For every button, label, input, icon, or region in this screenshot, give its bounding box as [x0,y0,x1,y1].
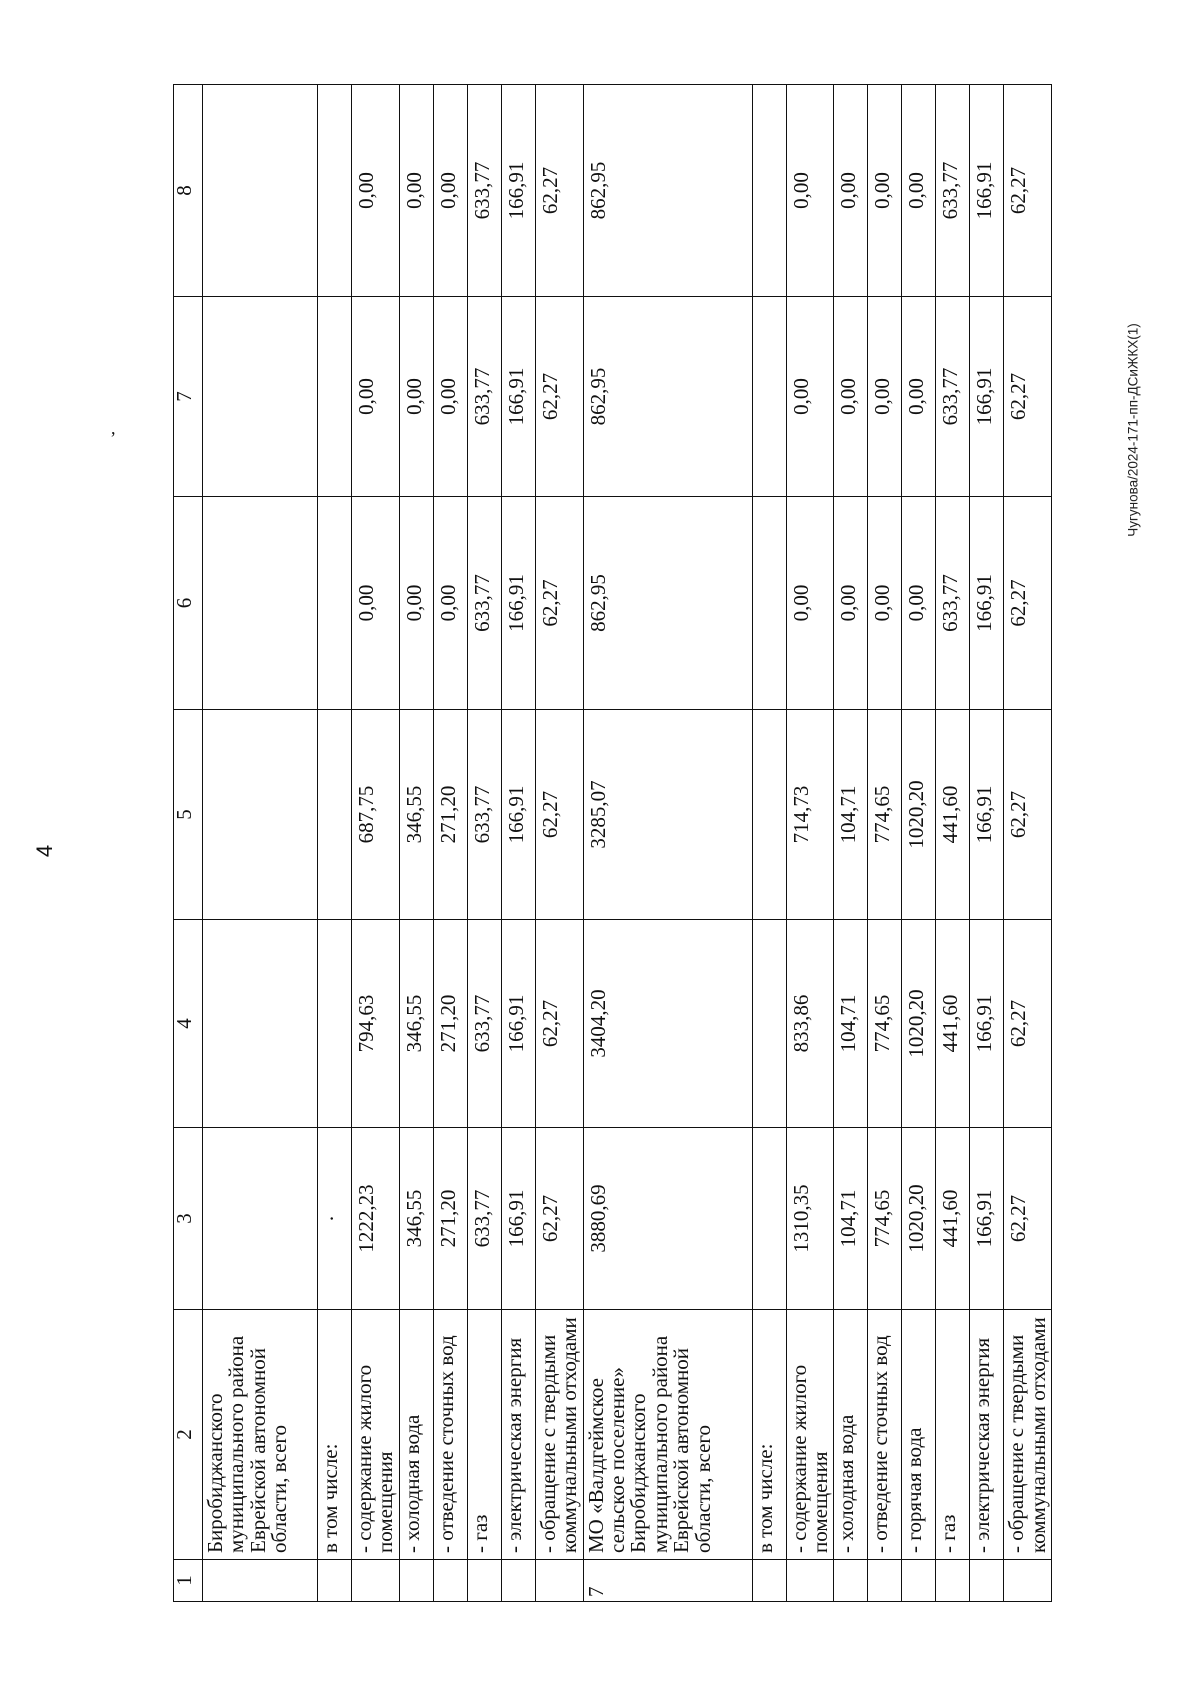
row-label-cell: - содержание жилого помещения [786,1310,834,1560]
value-cell: 1310,35 [786,1128,834,1310]
value-cell [203,85,318,297]
value-cell [203,497,318,710]
table-row [501,85,535,1602]
table-row [834,85,868,1602]
row-label-cell: МО «Валдгеймское сельское поселение» Биробиджанского муниципального района Еврейской автономной области, всего [583,1310,752,1560]
document-id-text: Чугунова/2024-171-пп-ДСиЖКХ(1) [1125,323,1141,537]
value-cell: 166,91 [501,710,535,920]
row-label-cell: - обращение с твердыми коммунальными отходами [1004,1310,1052,1560]
value-cell [752,710,786,920]
row-label-cell: - холодная вода [834,1310,868,1560]
row-number-cell [868,1560,902,1602]
value-cell [318,497,352,710]
row-label-cell: - отведение сточных вод [868,1310,902,1560]
data-table [173,84,1052,1602]
value-cell: 3880,69 [583,1128,752,1310]
table-row [1004,85,1052,1602]
table-row [936,85,970,1602]
value-cell: 633,77 [467,85,501,297]
column-header: 1 [174,1560,203,1602]
value-cell: 441,60 [936,920,970,1128]
row-number-cell [970,1560,1004,1602]
value-cell [318,85,352,297]
value-cell: 166,91 [501,85,535,297]
value-cell: 0,00 [352,85,400,297]
value-cell [318,920,352,1128]
value-cell: · [318,1128,352,1310]
row-number-cell [352,1560,400,1602]
row-label-cell: - газ [936,1310,970,1560]
column-header: 4 [174,920,203,1128]
value-cell: 62,27 [535,297,583,497]
value-cell: 166,91 [970,497,1004,710]
value-cell: 0,00 [786,85,834,297]
value-cell: 166,91 [970,1128,1004,1310]
value-cell [203,920,318,1128]
value-cell: 0,00 [834,497,868,710]
row-label-cell: в том числе: [752,1310,786,1560]
row-number-cell [834,1560,868,1602]
value-cell: 3285,07 [583,710,752,920]
table-row [318,85,352,1602]
column-header: 3 [174,1128,203,1310]
table-row [752,85,786,1602]
value-cell: 271,20 [433,920,467,1128]
column-header: 8 [174,85,203,297]
value-cell: 271,20 [433,1128,467,1310]
row-number-cell [433,1560,467,1602]
value-cell: 62,27 [1004,710,1052,920]
value-cell: 441,60 [936,1128,970,1310]
column-header: 2 [174,1310,203,1560]
row-label-cell: - горячая вода [902,1310,936,1560]
value-cell: 166,91 [970,710,1004,920]
row-label-cell: в том числе: [318,1310,352,1560]
value-cell: 0,00 [902,297,936,497]
value-cell: 441,60 [936,710,970,920]
row-number-cell [752,1560,786,1602]
table-row [583,85,752,1602]
row-number-cell [467,1560,501,1602]
value-cell: 0,00 [868,497,902,710]
value-cell: 1020,20 [902,710,936,920]
value-cell: 0,00 [399,297,433,497]
value-cell: 633,77 [936,297,970,497]
value-cell [203,710,318,920]
row-number-cell [318,1560,352,1602]
row-number-cell [936,1560,970,1602]
column-header: 5 [174,710,203,920]
value-cell: 166,91 [970,85,1004,297]
table-row [868,85,902,1602]
table-row [535,85,583,1602]
value-cell: 1020,20 [902,1128,936,1310]
value-cell: 62,27 [1004,297,1052,497]
row-label-cell: - электрическая энергия [970,1310,1004,1560]
value-cell: 166,91 [970,297,1004,497]
value-cell: 166,91 [501,920,535,1128]
value-cell: 62,27 [1004,1128,1052,1310]
value-cell: 62,27 [1004,920,1052,1128]
row-number-cell [786,1560,834,1602]
header-row [174,85,203,1602]
value-cell: 862,95 [583,297,752,497]
value-cell [752,1128,786,1310]
value-cell: 633,77 [467,710,501,920]
row-number-cell [399,1560,433,1602]
row-label-cell: - отведение сточных вод [433,1310,467,1560]
row-number-cell [902,1560,936,1602]
value-cell: 62,27 [535,920,583,1128]
row-label-cell: Биробиджанского муниципального района Еврейской автономной области, всего [203,1310,318,1560]
table-row [433,85,467,1602]
value-cell: 0,00 [399,85,433,297]
value-cell: 633,77 [936,497,970,710]
value-cell [752,85,786,297]
value-cell [203,297,318,497]
value-cell: 0,00 [902,497,936,710]
value-cell: 774,65 [868,920,902,1128]
value-cell: 0,00 [834,85,868,297]
row-label-cell: - газ [467,1310,501,1560]
value-cell [752,497,786,710]
value-cell: 3404,20 [583,920,752,1128]
value-cell: 0,00 [399,497,433,710]
table-row [786,85,834,1602]
row-number-cell [1004,1560,1052,1602]
value-cell: 166,91 [970,920,1004,1128]
value-cell: 0,00 [786,497,834,710]
value-cell: 633,77 [467,1128,501,1310]
value-cell: 862,95 [583,497,752,710]
value-cell: 633,77 [936,85,970,297]
value-cell: 774,65 [868,710,902,920]
value-cell: 104,71 [834,1128,868,1310]
value-cell: 833,86 [786,920,834,1128]
value-cell [203,1128,318,1310]
value-cell: 0,00 [433,297,467,497]
value-cell: 0,00 [834,297,868,497]
value-cell: 166,91 [501,1128,535,1310]
value-cell: 0,00 [786,297,834,497]
table-row [970,85,1004,1602]
table-row [467,85,501,1602]
value-cell: 0,00 [352,297,400,497]
row-number-cell [501,1560,535,1602]
value-cell: 62,27 [535,85,583,297]
value-cell: 0,00 [352,497,400,710]
table-row [203,85,318,1602]
document-id-stamp [1118,250,1148,610]
column-header: 6 [174,497,203,710]
table-row [399,85,433,1602]
value-cell: 62,27 [535,1128,583,1310]
value-cell: 166,91 [501,297,535,497]
value-cell: 0,00 [868,85,902,297]
value-cell: 62,27 [1004,497,1052,710]
rotated-table-container [173,85,1097,1602]
value-cell: 0,00 [902,85,936,297]
value-cell: 166,91 [501,497,535,710]
value-cell: 104,71 [834,710,868,920]
page-number: 4 [32,844,57,858]
value-cell: 62,27 [535,710,583,920]
table-row [352,85,400,1602]
value-cell: 346,55 [399,1128,433,1310]
value-cell: 794,63 [352,920,400,1128]
row-number-cell [535,1560,583,1602]
stray-mark: , [111,418,116,438]
value-cell: 633,77 [467,497,501,710]
column-header: 7 [174,297,203,497]
value-cell: 774,65 [868,1128,902,1310]
value-cell: 271,20 [433,710,467,920]
value-cell: 633,77 [467,297,501,497]
value-cell [752,297,786,497]
value-cell [752,920,786,1128]
row-label-cell: - обращение с твердыми коммунальными отходами [535,1310,583,1560]
table-row [902,85,936,1602]
value-cell: 687,75 [352,710,400,920]
value-cell: 862,95 [583,85,752,297]
value-cell [318,297,352,497]
row-number-cell [203,1560,318,1602]
row-label-cell: - содержание жилого помещения [352,1310,400,1560]
value-cell: 1020,20 [902,920,936,1128]
value-cell: 346,55 [399,920,433,1128]
value-cell: 62,27 [535,497,583,710]
value-cell: 1222,23 [352,1128,400,1310]
value-cell: 346,55 [399,710,433,920]
value-cell: 0,00 [433,85,467,297]
value-cell: 0,00 [868,297,902,497]
row-number-cell: 7 [583,1560,752,1602]
row-label-cell: - электрическая энергия [501,1310,535,1560]
value-cell: 633,77 [467,920,501,1128]
value-cell: 0,00 [433,497,467,710]
value-cell: 714,73 [786,710,834,920]
value-cell: 104,71 [834,920,868,1128]
row-label-cell: - холодная вода [399,1310,433,1560]
value-cell [318,710,352,920]
value-cell: 62,27 [1004,85,1052,297]
